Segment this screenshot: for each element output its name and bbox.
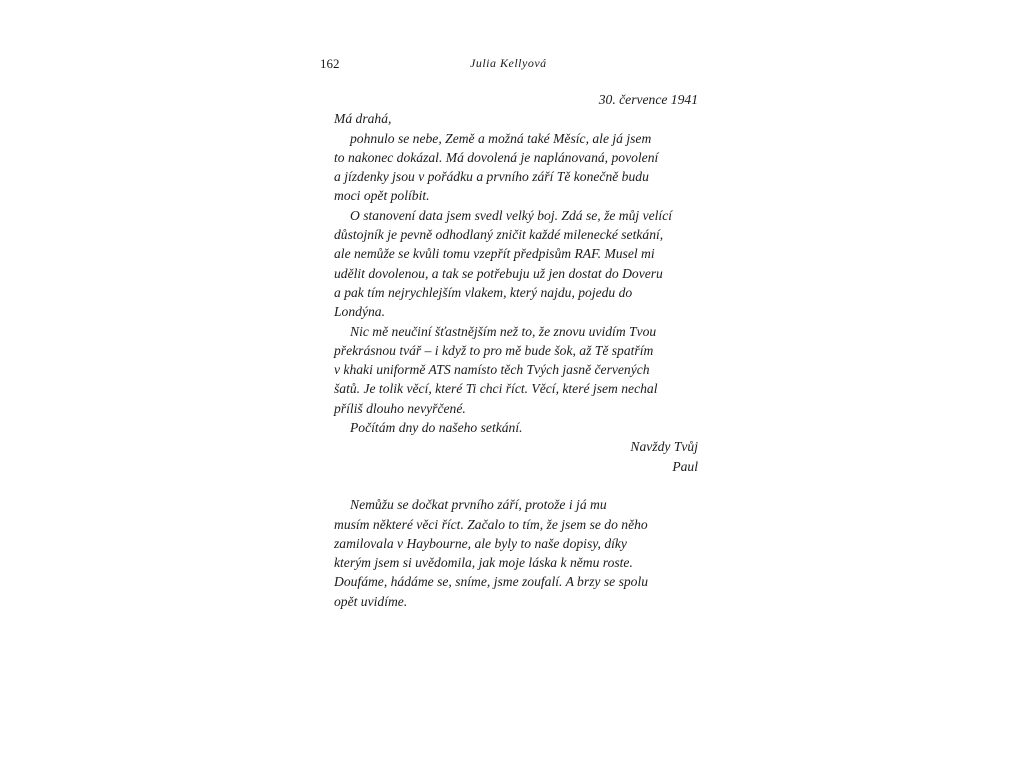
text-line: Doufáme, hádáme se, sníme, jsme zoufalí. A brzy se spolu (334, 574, 649, 590)
text-line: a pak tím nejrychlejším vlakem, který najdu, pojedu do (334, 284, 633, 300)
letter-signature: Paul (672, 458, 698, 474)
letter-closing: Navždy Tvůj (630, 439, 698, 455)
page-header (320, 56, 700, 76)
text-line: důstojník je pevně odhodlaný zničit každé milenecké setkání, (334, 227, 664, 243)
text-line: O stanovení data jsem svedl velký boj. Zdá se, že můj velící (350, 207, 673, 223)
text-line: Nemůžu se dočkat prvního září, protože i já mu (350, 497, 607, 513)
letter-salutation: Má drahá, (334, 111, 392, 127)
text-line: překrásnou tvář – i když to pro mě bude šok, až Tě spatřím (334, 342, 654, 358)
text-line: moci opět políbit. (334, 188, 430, 204)
text-line: pohnulo se nebe, Země a možná také Měsíc, ale já jsem (350, 130, 652, 146)
text-line: zamilovala v Haybourne, ale byly to naše dopisy, díky (334, 535, 627, 551)
text-line: kterým jsem si uvědomila, jak moje láska k němu roste. (334, 555, 633, 571)
text-line: musím některé věci říct. Začalo to tím, že jsem se do něho (334, 516, 648, 532)
text-line: to nakonec dokázal. Má dovolená je naplánovaná, povolení (334, 149, 659, 165)
text-block (334, 90, 698, 611)
text-line: ale nemůže se kvůli tomu vzepřít předpisům RAF. Musel mi (334, 246, 655, 262)
letter-paragraph-3 (334, 322, 698, 418)
afterword-paragraph (334, 495, 698, 611)
letter-paragraph-2 (334, 206, 698, 322)
page-number: 162 (320, 56, 340, 71)
text-line: a jízdenky jsou v pořádku a prvního září Tě konečně budu (334, 169, 649, 185)
text-line: Počítám dny do našeho setkání. (350, 420, 523, 436)
text-line: příliš dlouho nevyřčené. (334, 400, 466, 416)
text-line: udělit dovolenou, a tak se potřebuju už jen dostat do Doveru (334, 265, 663, 281)
text-line: šatů. Je tolik věcí, které Ti chci říct. Věcí, které jsem nechal (334, 381, 658, 397)
letter-paragraph-1 (334, 129, 698, 206)
text-line: v khaki uniformě ATS namísto těch Tvých jasně červených (334, 362, 650, 378)
text-line: opět uvidíme. (334, 593, 408, 609)
running-head: Julia Kellyová (470, 56, 547, 70)
letter-date: 30. července 1941 (598, 92, 698, 107)
letter-paragraph-4 (334, 418, 698, 437)
text-line: Nic mě neučiní šťastnějším než to, že znovu uvidím Tvou (350, 323, 657, 339)
text-line: Londýna. (334, 304, 385, 320)
section-spacer (334, 476, 698, 495)
